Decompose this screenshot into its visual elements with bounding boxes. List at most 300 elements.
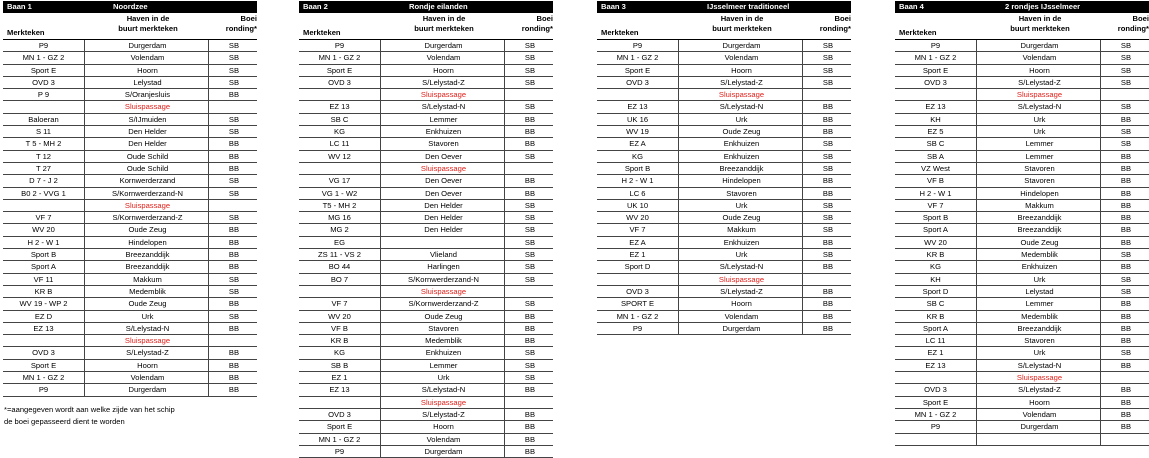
merkteken-cell: Sport A: [895, 323, 977, 334]
table-row: [895, 126, 1149, 138]
route-title: Rondje eilanden: [409, 2, 468, 11]
merkteken-cell: EZ 13: [299, 101, 381, 112]
haven-cell: Oude Zeug: [681, 212, 803, 223]
haven-cell: S/Kornwerderzand-Z: [87, 212, 209, 223]
haven-cell: [383, 237, 505, 248]
table-row: [299, 89, 553, 101]
haven-cell: Kornwerderzand: [87, 175, 209, 186]
boei-cell: BB: [228, 385, 240, 395]
boei-cell: BB: [228, 262, 240, 272]
table-row: [3, 114, 257, 126]
table-row: [3, 200, 257, 212]
haven-cell: Urk: [87, 311, 209, 322]
haven-cell: Durgerdam: [979, 40, 1101, 51]
merkteken-cell: Sport E: [299, 421, 381, 432]
haven-cell: Den Helder: [383, 200, 505, 211]
column-headers: [299, 13, 553, 40]
haven-cell: Medemblik: [383, 335, 505, 346]
merkteken-cell: Sport E: [3, 65, 85, 76]
footnote-line-1: *=aangegeven wordt aan welke zijde van het schip: [4, 405, 175, 414]
boei-cell: BB: [228, 163, 240, 173]
table-row: [895, 200, 1149, 212]
haven-cell: Oude Zeug: [681, 126, 803, 137]
haven-cell: Breezanddijk: [681, 163, 803, 174]
footnote-line-2: de boei gepasseerd dient te worden: [4, 417, 125, 426]
merkteken-cell: OVD 3: [895, 384, 977, 395]
merkteken-cell: MN 1 - GZ 2: [3, 372, 85, 383]
haven-cell: Urk: [979, 114, 1101, 125]
merkteken-cell: Sport E: [3, 360, 85, 371]
boei-cell: BB: [1120, 299, 1132, 309]
table-row: [299, 421, 553, 433]
table-row: [3, 274, 257, 286]
boei-cell: SB: [822, 65, 834, 75]
haven-cell: Stavoren: [383, 323, 505, 334]
boei-cell: SB: [228, 114, 240, 124]
table-row: [895, 298, 1149, 310]
col-merkteken: Merkteken: [7, 28, 45, 37]
table-row: [895, 89, 1149, 101]
col-haven-line-1: Haven in de: [126, 14, 170, 23]
merkteken-cell: Sport A: [3, 261, 85, 272]
boei-cell: SB: [1120, 139, 1132, 149]
boei-cell: BB: [1120, 360, 1132, 370]
table-row: [3, 52, 257, 64]
boei-cell: SB: [524, 102, 536, 112]
sluispassage-cell: Sluispassage: [681, 89, 803, 100]
sluispassage-cell: Sluispassage: [383, 163, 505, 174]
merkteken-cell: KH: [895, 114, 977, 125]
haven-cell: Breezanddijk: [87, 261, 209, 272]
haven-cell: S/Lelystad-Z: [681, 77, 803, 88]
col-boei: [805, 14, 851, 33]
sluispassage-cell: Sluispassage: [383, 286, 505, 297]
sluispassage-cell: Sluispassage: [87, 335, 209, 346]
merkteken-cell: VG 17: [299, 175, 381, 186]
haven-cell: Durgerdam: [383, 446, 505, 457]
haven-cell: S/Lelystad-Z: [979, 77, 1101, 88]
boei-cell: SB: [524, 348, 536, 358]
haven-cell: S/Oranjesluis: [87, 89, 209, 100]
haven-cell: Enkhuizen: [979, 261, 1101, 272]
table-row: [597, 40, 851, 52]
merkteken-cell: UK 10: [597, 200, 679, 211]
table-row: [597, 163, 851, 175]
col-merkteken: Merkteken: [601, 28, 639, 37]
boei-cell: BB: [1120, 176, 1132, 186]
table-row: [597, 52, 851, 64]
boei-cell: SB: [524, 274, 536, 284]
haven-cell: Lemmer: [979, 138, 1101, 149]
merkteken-cell: VF 11: [3, 274, 85, 285]
table-row: [299, 212, 553, 224]
boei-cell: BB: [822, 176, 834, 186]
col-boei-line-1: Boei: [240, 14, 257, 23]
boei-cell: SB: [524, 65, 536, 75]
merkteken-cell: WV 20: [299, 311, 381, 322]
haven-cell: Enkhuizen: [681, 138, 803, 149]
merkteken-cell: VF 7: [895, 200, 977, 211]
boei-cell: BB: [228, 360, 240, 370]
haven-cell: S/Lelystad-N: [87, 323, 209, 334]
merkteken-cell: H 2 - W 1: [3, 237, 85, 248]
merkteken-cell: OVD 3: [299, 77, 381, 88]
boei-cell: BB: [822, 188, 834, 198]
col-haven-line-1: Haven in de: [422, 14, 466, 23]
table-row: [299, 298, 553, 310]
haven-cell: Volendam: [87, 52, 209, 63]
table-row: [299, 434, 553, 446]
boei-cell: SB: [1120, 348, 1132, 358]
merkteken-cell: Sport D: [597, 261, 679, 272]
haven-cell: Lemmer: [979, 151, 1101, 162]
table-row: [299, 175, 553, 187]
merkteken-cell: OVD 3: [3, 77, 85, 88]
merkteken-cell: KG: [597, 151, 679, 162]
column-headers: [3, 13, 257, 40]
table-row: [299, 372, 553, 384]
haven-cell: Stavoren: [681, 188, 803, 199]
table-row: [597, 89, 851, 101]
column-headers: [597, 13, 851, 40]
boei-cell: SB: [524, 53, 536, 63]
merkteken-cell: [3, 200, 85, 211]
table-row: [597, 274, 851, 286]
boei-cell: BB: [524, 114, 536, 124]
boei-cell: SB: [1120, 77, 1132, 87]
boei-cell: BB: [228, 90, 240, 100]
merkteken-cell: EZ A: [597, 237, 679, 248]
haven-cell: Vlieland: [383, 249, 505, 260]
merkteken-cell: P9: [895, 40, 977, 51]
merkteken-cell: UK 16: [597, 114, 679, 125]
merkteken-cell: [895, 89, 977, 100]
table-row: [895, 286, 1149, 298]
haven-cell: Volendam: [383, 434, 505, 445]
table-row: [597, 224, 851, 236]
boei-cell: SB: [524, 262, 536, 272]
boei-cell: BB: [822, 114, 834, 124]
col-haven-line-2: buurt merkteken: [712, 23, 772, 33]
merkteken-cell: MN 1 - GZ 2: [3, 52, 85, 63]
merkteken-cell: [299, 163, 381, 174]
boei-cell: SB: [228, 311, 240, 321]
merkteken-cell: MG 2: [299, 224, 381, 235]
haven-cell: Enkhuizen: [681, 151, 803, 162]
haven-cell: Lemmer: [383, 114, 505, 125]
boei-cell: SB: [228, 274, 240, 284]
sluispassage-cell: Sluispassage: [87, 101, 209, 112]
haven-cell: Breezanddijk: [979, 212, 1101, 223]
boei-cell: BB: [524, 176, 536, 186]
boei-cell: SB: [822, 41, 834, 50]
haven-cell: Medemblik: [87, 286, 209, 297]
haven-cell: Hoorn: [383, 65, 505, 76]
table-row: [895, 212, 1149, 224]
table-row: [597, 261, 851, 273]
haven-cell: Urk: [979, 347, 1101, 358]
col-boei: [211, 14, 257, 33]
merkteken-cell: OVD 3: [299, 409, 381, 420]
sluispassage-cell: Sluispassage: [979, 372, 1101, 383]
boei-cell: BB: [524, 409, 536, 419]
haven-cell: Lelystad: [979, 286, 1101, 297]
table-row: [3, 360, 257, 372]
merkteken-cell: EZ 1: [597, 249, 679, 260]
merkteken-cell: WV 12: [299, 151, 381, 162]
boei-cell: SB: [524, 250, 536, 260]
boei-cell: SB: [822, 200, 834, 210]
merkteken-cell: Sport A: [895, 224, 977, 235]
merkteken-cell: SB C: [895, 138, 977, 149]
merkteken-cell: KG: [299, 126, 381, 137]
haven-cell: Breezanddijk: [979, 323, 1101, 334]
table-row: [895, 77, 1149, 89]
table-row: [895, 360, 1149, 372]
table-row: [597, 77, 851, 89]
boei-cell: SB: [524, 213, 536, 223]
merkteken-cell: WV 20: [597, 212, 679, 223]
table-row: [597, 188, 851, 200]
boei-cell: BB: [822, 237, 834, 247]
table-row: [895, 335, 1149, 347]
haven-cell: Durgerdam: [681, 323, 803, 334]
boei-cell: BB: [524, 139, 536, 149]
haven-cell: Den Helder: [383, 212, 505, 223]
boei-cell: SB: [524, 237, 536, 247]
table-row: [3, 261, 257, 273]
table-row: [895, 274, 1149, 286]
table-row: [299, 249, 553, 261]
baan-label: Baan 3: [601, 2, 626, 11]
table-row: [3, 175, 257, 187]
boei-cell: BB: [1120, 114, 1132, 124]
haven-cell: Makkum: [979, 200, 1101, 211]
haven-cell: S/Lelystad-N: [681, 101, 803, 112]
table-row: [895, 175, 1149, 187]
merkteken-cell: [299, 286, 381, 297]
table-row: [597, 286, 851, 298]
merkteken-cell: BO 44: [299, 261, 381, 272]
merkteken-cell: Sport E: [299, 65, 381, 76]
table-row: [299, 446, 553, 458]
table-row: [3, 77, 257, 89]
sluispassage-cell: Sluispassage: [681, 274, 803, 285]
route-table-4: [895, 1, 1149, 446]
haven-cell: Den Oever: [383, 188, 505, 199]
haven-cell: Lemmer: [383, 360, 505, 371]
haven-cell: Hoorn: [681, 298, 803, 309]
table-row: [895, 237, 1149, 249]
table-row: [597, 249, 851, 261]
col-boei: [1103, 14, 1149, 33]
merkteken-cell: KR B: [299, 335, 381, 346]
boei-cell: SB: [228, 286, 240, 296]
col-haven: [681, 14, 803, 33]
merkteken-cell: OVD 3: [3, 347, 85, 358]
table-row: [299, 200, 553, 212]
col-merkteken: Merkteken: [899, 28, 937, 37]
table-row: [597, 323, 851, 335]
haven-cell: Durgerdam: [87, 40, 209, 51]
table-header-bar: [597, 1, 851, 13]
table-row: [597, 101, 851, 113]
table-row: [3, 151, 257, 163]
route-table-1: [3, 1, 257, 397]
table-row: [597, 151, 851, 163]
boei-cell: BB: [524, 323, 536, 333]
haven-cell: Den Oever: [383, 175, 505, 186]
boei-cell: SB: [822, 213, 834, 223]
merkteken-cell: SB A: [895, 151, 977, 162]
boei-cell: BB: [228, 151, 240, 161]
merkteken-cell: LC 11: [299, 138, 381, 149]
haven-cell: Oude Schild: [87, 163, 209, 174]
boei-cell: BB: [228, 237, 240, 247]
merkteken-cell: VF 7: [299, 298, 381, 309]
haven-cell: S/Kornwerderzand-N: [87, 188, 209, 199]
table-row: [3, 335, 257, 347]
haven-cell: Lelystad: [87, 77, 209, 88]
table-row: [597, 175, 851, 187]
merkteken-cell: Sport E: [895, 397, 977, 408]
merkteken-cell: VF B: [299, 323, 381, 334]
table-row: [299, 311, 553, 323]
merkteken-cell: MN 1 - GZ 2: [299, 52, 381, 63]
merkteken-cell: B0 2 - VVG 1: [3, 188, 85, 199]
merkteken-cell: [3, 101, 85, 112]
boei-cell: SB: [228, 213, 240, 223]
col-boei-line-2: ronding*: [225, 23, 257, 33]
merkteken-cell: [299, 397, 381, 408]
boei-cell: SB: [524, 225, 536, 235]
merkteken-cell: Sport E: [597, 65, 679, 76]
boei-cell: SB: [822, 77, 834, 87]
boei-cell: SB: [228, 176, 240, 186]
boei-cell: SB: [822, 139, 834, 149]
merkteken-cell: T 12: [3, 151, 85, 162]
boei-cell: BB: [1120, 311, 1132, 321]
route-title: 2 rondjes IJsselmeer: [1005, 2, 1081, 11]
boei-cell: SB: [524, 41, 536, 50]
table-row: [299, 151, 553, 163]
haven-cell: S/Kornwerderzand-Z: [383, 298, 505, 309]
merkteken-cell: EZ 13: [597, 101, 679, 112]
table-row: [299, 224, 553, 236]
table-row: [299, 286, 553, 298]
boei-cell: BB: [228, 348, 240, 358]
col-haven: [979, 14, 1101, 33]
table-row: [597, 65, 851, 77]
boei-cell: BB: [822, 262, 834, 272]
merkteken-cell: VF 7: [3, 212, 85, 223]
table-row: [3, 237, 257, 249]
haven-cell: S/Lelystad-Z: [979, 384, 1101, 395]
boei-cell: BB: [1120, 409, 1132, 419]
route-title: IJsselmeer traditioneel: [707, 2, 790, 11]
boei-cell: SB: [1120, 127, 1132, 137]
merkteken-cell: P 9: [3, 89, 85, 100]
merkteken-cell: Baloeran: [3, 114, 85, 125]
merkteken-cell: KG: [299, 347, 381, 358]
merkteken-cell: H 2 - W 1: [895, 188, 977, 199]
merkteken-cell: Sport D: [895, 286, 977, 297]
haven-cell: S/Lelystad-N: [681, 261, 803, 272]
merkteken-cell: MN 1 - GZ 2: [299, 434, 381, 445]
table-row: [895, 384, 1149, 396]
table-row: [299, 52, 553, 64]
haven-cell: Volendam: [87, 372, 209, 383]
merkteken-cell: Sport B: [895, 212, 977, 223]
table-row: [895, 114, 1149, 126]
merkteken-cell: EZ 13: [3, 323, 85, 334]
table-row: [597, 114, 851, 126]
haven-cell: S/Lelystad-N: [383, 101, 505, 112]
boei-cell: BB: [1120, 262, 1132, 272]
haven-cell: Oude Zeug: [383, 311, 505, 322]
table-row: [895, 397, 1149, 409]
footnote: [4, 404, 254, 428]
merkteken-cell: KR B: [3, 286, 85, 297]
table-row: [895, 311, 1149, 323]
merkteken-cell: MN 1 - GZ 2: [597, 52, 679, 63]
merkteken-cell: MN 1 - GZ 2: [895, 52, 977, 63]
boei-cell: BB: [524, 188, 536, 198]
haven-cell: Stavoren: [979, 175, 1101, 186]
table-row: [895, 40, 1149, 52]
haven-cell: Hoorn: [87, 65, 209, 76]
boei-cell: SB: [822, 250, 834, 260]
table-row: [895, 163, 1149, 175]
col-haven: [383, 14, 505, 33]
haven-cell: Urk: [681, 200, 803, 211]
boei-cell: SB: [1120, 286, 1132, 296]
haven-cell: Harlingen: [383, 261, 505, 272]
table-header-bar: [895, 1, 1149, 13]
table-header-bar: [299, 1, 553, 13]
table-row: [3, 372, 257, 384]
haven-cell: Lemmer: [979, 298, 1101, 309]
haven-cell: Durgerdam: [87, 384, 209, 395]
merkteken-cell: Sport B: [3, 249, 85, 260]
haven-cell: Breezanddijk: [87, 249, 209, 260]
boei-cell: SB: [228, 41, 240, 50]
table-row: [3, 101, 257, 113]
table-row: [299, 77, 553, 89]
table-row: [3, 311, 257, 323]
boei-cell: SB: [228, 53, 240, 63]
boei-cell: BB: [1120, 336, 1132, 346]
merkteken-cell: Sport E: [895, 65, 977, 76]
merkteken-cell: [299, 89, 381, 100]
haven-cell: Enkhuizen: [383, 347, 505, 358]
haven-cell: Den Helder: [383, 224, 505, 235]
boei-cell: SB: [524, 151, 536, 161]
boei-cell: BB: [228, 250, 240, 260]
boei-cell: SB: [822, 53, 834, 63]
table-row: [3, 89, 257, 101]
table-row: [299, 126, 553, 138]
baan-label: Baan 2: [303, 2, 328, 11]
table-row: [895, 323, 1149, 335]
merkteken-cell: [895, 372, 977, 383]
haven-cell: Urk: [681, 249, 803, 260]
table-row: [895, 347, 1149, 359]
haven-cell: S/Lelystad-N: [979, 101, 1101, 112]
merkteken-cell: EZ 1: [299, 372, 381, 383]
haven-cell: Stavoren: [979, 163, 1101, 174]
col-boei-line-1: Boei: [536, 14, 553, 23]
